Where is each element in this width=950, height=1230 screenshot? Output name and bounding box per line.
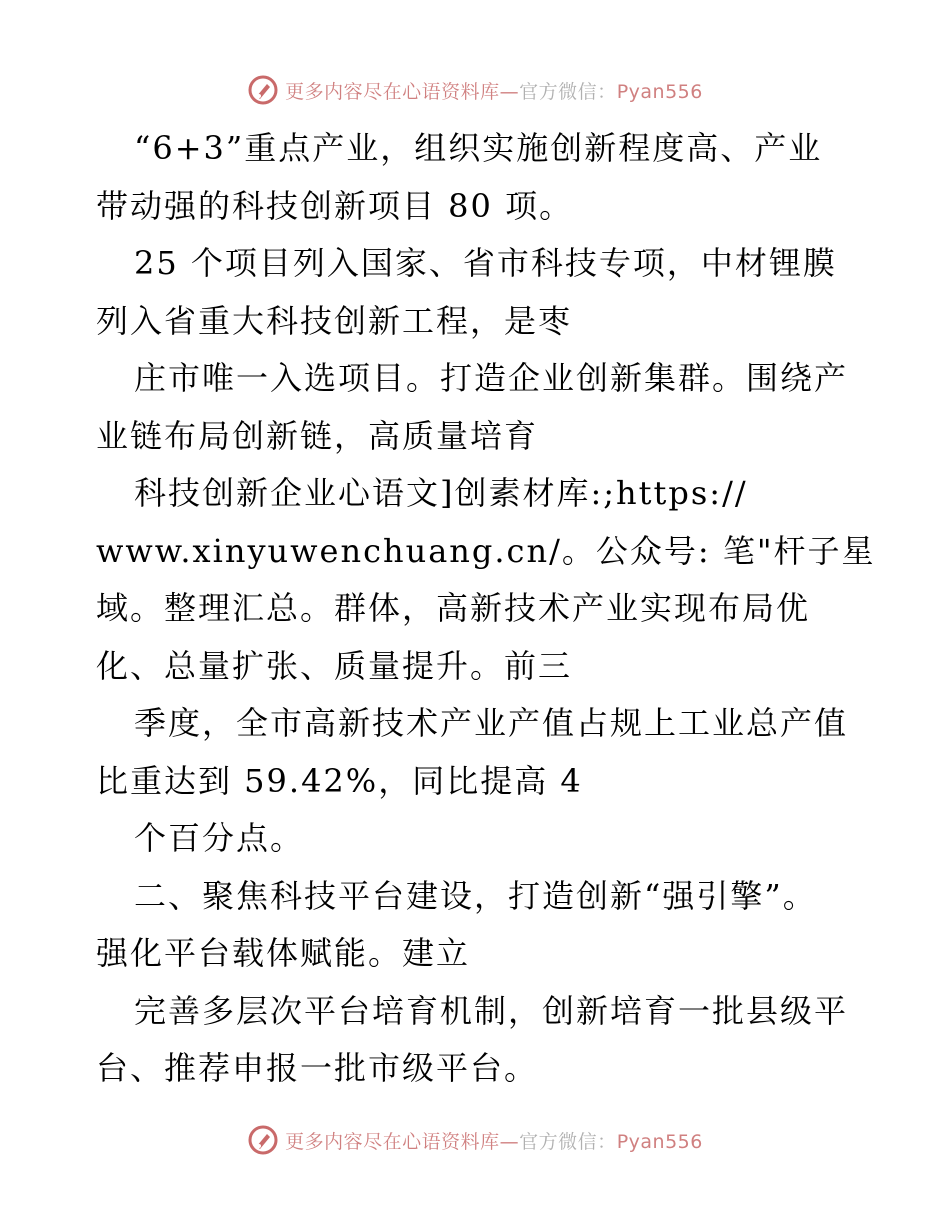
- text-line: 域。整理汇总。群体，高新技术产业实现布局优: [96, 589, 811, 627]
- text-line: 带动强的科技创新项目 80 项。: [96, 186, 574, 225]
- text-line: 个百分点。: [134, 819, 305, 857]
- text-line: 强化平台载体赋能。建立: [96, 934, 471, 972]
- watermark-main: 更多内容尽在心语资料库: [285, 1130, 500, 1153]
- text-line: 业链布局创新链，高质量培育: [96, 416, 539, 455]
- watermark-main: 更多内容尽在心语资料库: [285, 80, 500, 103]
- watermark-text: [285, 77, 703, 104]
- document-body: [96, 120, 876, 1098]
- watermark-sub: 官方微信：: [519, 80, 617, 103]
- text-line: 比重达到 59.42%，同比提高 4: [96, 761, 583, 800]
- watermark-separator: —: [499, 1130, 520, 1153]
- text-line: 台、推荐申报一批市级平台。: [96, 1049, 539, 1087]
- text-line: 完善多层次平台培育机制，创新培育一批县级平: [134, 991, 849, 1030]
- watermark-id: Pyan556: [616, 80, 703, 103]
- text-line: 列入省重大科技创新工程，是枣: [96, 301, 573, 340]
- watermark-sub: 官方微信：: [519, 1130, 617, 1153]
- watermark-id: Pyan556: [616, 1130, 703, 1153]
- text-line: 25 个项目列入国家、省市科技专项，中材锂膜: [134, 244, 837, 282]
- footer-watermark: [0, 1120, 950, 1160]
- watermark-separator: —: [499, 80, 520, 103]
- pen-nib-logo-icon: [247, 74, 279, 106]
- text-line: 二、聚焦科技平台建设，打造创新“强引擎”。: [134, 876, 817, 915]
- text-line: www.xinyuwenchuang.cn/。公众号: 笔"杆子星: [96, 531, 876, 570]
- watermark-text: [285, 1127, 703, 1154]
- text-line: 化、总量扩张、质量提升。前三: [96, 646, 573, 685]
- header-watermark: [0, 70, 950, 110]
- text-line: 季度，全市高新技术产业产值占规上工业总产值: [134, 704, 849, 742]
- text-line: 科技创新企业心语文]创素材库:;https://: [134, 474, 748, 512]
- pen-nib-logo-icon: [247, 1124, 279, 1156]
- text-line: “6+3”重点产业，组织实施创新程度高、产业: [134, 129, 823, 167]
- text-line: 庄市唯一入选项目。打造企业创新集群。围绕产: [134, 359, 849, 397]
